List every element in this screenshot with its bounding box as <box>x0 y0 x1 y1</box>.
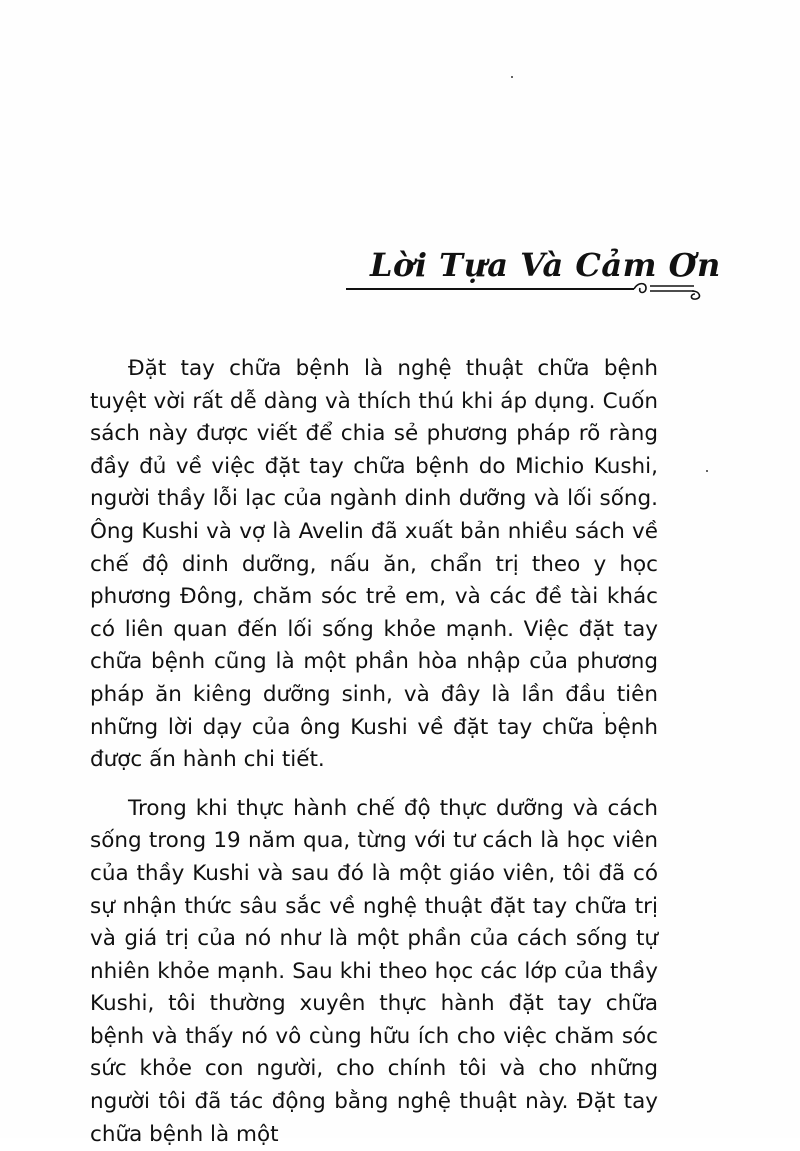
paragraph-1: Đặt tay chữa bệnh là nghệ thuật chữa bệnh tuyệt vời rất dễ dàng và thích thú khi áp dụng. Cuốn sách này được viết để chia sẻ phương pháp rõ ràng đầy đủ về việc đặt tay chữa bệnh do Michio Kushi, người thầy lỗi lạc của ngành dinh dưỡng và lối sống. Ông Kushi và vợ là Avelin đã xuất bản nhiều sách về chế độ dinh dưỡng, nấu ăn, chẩn trị theo y học phương Đông, chăm sóc trẻ em, và các đề tài khác có liên quan đến lối sống khỏe mạnh. Việc đặt tay chữa bệnh cũng là một phần hòa nhập của phương pháp ăn kiêng dưỡng sinh, và đây là lần đầu tiên những lời dạy của ông Kushi về đặt tay chữa bệnh được ấn hành chi tiết. <box>90 356 658 773</box>
decorative-flourish-rule <box>344 276 704 302</box>
scan-speck <box>511 76 513 78</box>
chapter-title: Lời Tựa Và Cảm Ơn <box>370 246 721 284</box>
scan-speck <box>706 470 708 472</box>
chapter-heading <box>344 246 721 302</box>
paragraph-2: Trong khi thực hành chế độ thực dưỡng và cách sống trong 19 năm qua, từng với tư cách là học viên của thầy Kushi và sau đó là một giáo viên, tôi đã có sự nhận thức sâu sắc về nghệ thuật đặt tay chữa trị và giá trị của nó như là một phần của cách sống tự nhiên khỏe mạnh. Sau khi theo học các lớp của thầy Kushi, tôi thường xuyên thực hành đặt tay chữa bệnh và thấy nó vô cùng hữu ích cho việc chăm sóc sức khỏe con người, cho chính tôi và cho những người tôi đã tác động bằng nghệ thuật này. Đặt tay chữa bệnh là một <box>90 795 658 1147</box>
body-text <box>90 353 658 1151</box>
